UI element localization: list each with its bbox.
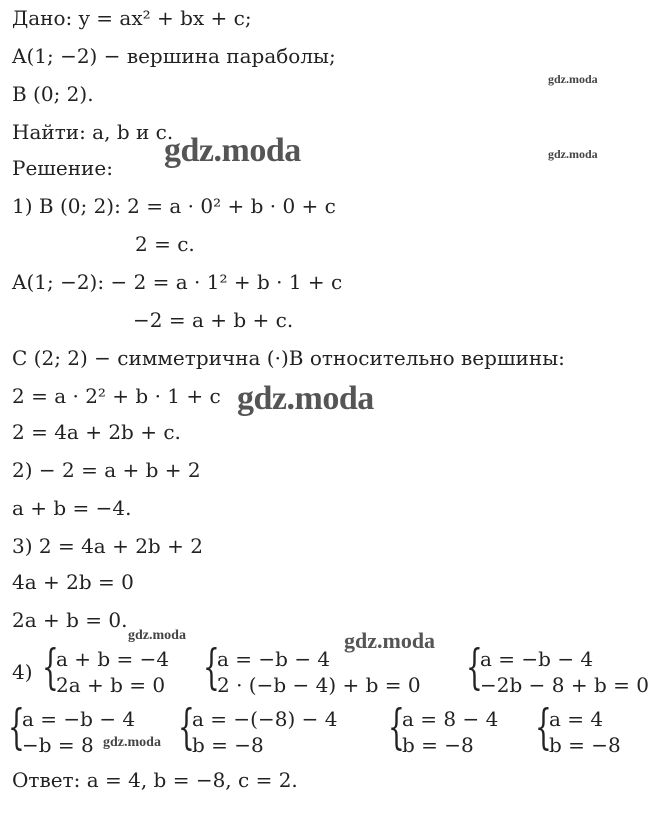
step-a-result: −2 = a + b + c. <box>133 308 294 332</box>
system-4-row-2: −b = 8 <box>22 733 94 757</box>
watermark-logo: gdz.moda <box>548 147 598 161</box>
step3-result: 2a + b = 0. <box>12 608 128 632</box>
system-7-row-2: b = −8 <box>549 733 621 757</box>
brace-icon: { <box>466 639 483 695</box>
system-2-row-1: a = −b − 4 <box>217 647 331 671</box>
step1-result: 2 = c. <box>135 232 195 256</box>
brace-icon: { <box>42 639 59 695</box>
brace-icon: { <box>535 699 552 755</box>
watermark-logo: gdz.moda <box>103 735 161 750</box>
point-b-line: B (0; 2). <box>12 82 94 106</box>
watermark-logo: gdz.moda <box>344 628 436 653</box>
watermark-logo: gdz.moda <box>237 380 374 417</box>
find-line: Найти: a, b и c. <box>12 120 174 144</box>
step1-line: 1) B (0; 2): 2 = a · 0² + b · 0 + c <box>12 194 336 218</box>
given-line: Дано: y = ax² + bx + c; <box>12 6 252 30</box>
solution-heading: Решение: <box>12 156 113 180</box>
answer-line: Ответ: a = 4, b = −8, c = 2. <box>12 768 298 792</box>
brace-icon: { <box>8 699 25 755</box>
brace-icon: { <box>203 639 220 695</box>
watermark-logo: gdz.moda <box>548 72 598 86</box>
vertex-line: A(1; −2) − вершина параболы; <box>12 44 336 68</box>
system-3-row-1: a = −b − 4 <box>480 647 594 671</box>
step3-line: 3) 2 = 4a + 2b + 2 <box>12 534 203 558</box>
eq-c2-line: 2 = 4a + 2b + c. <box>12 420 181 444</box>
system-6-row-2: b = −8 <box>402 733 474 757</box>
step2-result: a + b = −4. <box>12 496 132 520</box>
system-2-row-2: 2 · (−b − 4) + b = 0 <box>217 673 421 697</box>
step-a-line: A(1; −2): − 2 = a · 1² + b · 1 + c <box>12 270 343 294</box>
step4-label: 4) <box>12 660 33 684</box>
system-1-row-2: 2a + b = 0 <box>56 673 166 697</box>
step2-line: 2) − 2 = a + b + 2 <box>12 458 201 482</box>
system-5-row-2: b = −8 <box>192 733 264 757</box>
system-7-row-1: a = 4 <box>549 707 604 731</box>
brace-icon: { <box>178 699 195 755</box>
brace-icon: { <box>388 699 405 755</box>
symmetric-point-line: C (2; 2) − симметрична (·)B относительно вершины: <box>12 346 565 370</box>
system-4-row-1: a = −b − 4 <box>22 707 136 731</box>
system-6-row-1: a = 8 − 4 <box>402 707 499 731</box>
system-5-row-1: a = −(−8) − 4 <box>192 707 338 731</box>
system-3-row-2: −2b − 8 + b = 0 <box>480 673 649 697</box>
eq-c1-line: 2 = a · 2² + b · 1 + c <box>12 384 221 408</box>
step3-mid: 4a + 2b = 0 <box>12 570 134 594</box>
watermark-logo: gdz.moda <box>128 628 186 643</box>
system-1-row-1: a + b = −4 <box>56 647 170 671</box>
watermark-logo: gdz.moda <box>164 132 301 169</box>
